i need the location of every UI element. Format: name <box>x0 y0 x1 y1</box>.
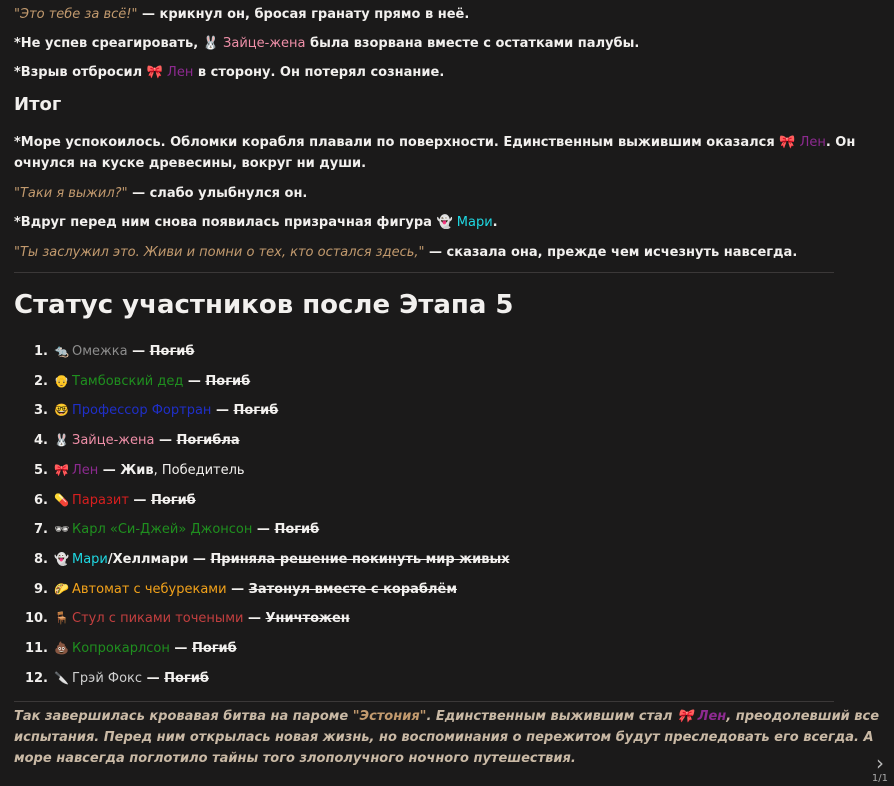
narration: . <box>492 215 498 230</box>
narration: *Вдруг перед ним снова появилась призрачная фигура <box>14 215 437 230</box>
separator: — <box>243 611 266 627</box>
character-name: Зайце-жена <box>223 36 306 51</box>
status-text: Уничтожен <box>265 611 350 627</box>
status-list-item <box>14 667 209 689</box>
character-icon: 🌮 <box>54 581 69 596</box>
itog-paragraph-1 <box>14 132 874 174</box>
status-text: Погиб <box>233 403 279 419</box>
narration: *Не успев среагировать, <box>14 36 203 51</box>
character-name: Карл «Си-Джей» Джонсон <box>72 522 253 538</box>
quote: "Таки я выжил?" <box>14 186 128 201</box>
list-number: 8. <box>34 551 48 567</box>
story-line-2 <box>14 33 880 54</box>
list-number: 4. <box>34 433 48 449</box>
status-text: Погиб <box>205 373 251 389</box>
narration: — сказала она, прежде чем исчезнуть навсегда. <box>424 245 798 260</box>
separator: — <box>128 492 151 508</box>
status-list-item <box>14 429 240 451</box>
narration: *Море успокоилось. Обломки корабля плавали по поверхности. Единственным выжившим оказался <box>14 135 780 150</box>
character-name: Профессор Фортран <box>72 403 212 419</box>
itog-paragraph-2 <box>14 183 880 204</box>
list-number: 9. <box>34 581 48 597</box>
separator: — <box>226 581 249 597</box>
itog-paragraph-3 <box>14 212 880 233</box>
bow-icon: 🎀 <box>779 135 796 150</box>
status-text: Погиб <box>149 344 195 359</box>
status-text: Жив <box>120 462 154 478</box>
list-number: 5. <box>34 462 48 478</box>
list-number: 12. <box>24 670 48 686</box>
separator: — <box>188 551 211 567</box>
character-name: Тамбовский дед <box>72 373 184 389</box>
list-number: 10. <box>24 611 48 627</box>
character-icon: 🐰 <box>54 433 69 448</box>
status-text: Погиб <box>191 641 237 656</box>
quote: "Ты заслужил это. Живи и помни о тех, кто остался здесь," <box>14 245 425 260</box>
ghost-icon: 👻 <box>436 215 453 230</box>
narration: *Взрыв отбросил <box>14 65 147 80</box>
character-icon: 👴 <box>54 373 69 388</box>
divider <box>14 701 834 702</box>
separator: — <box>98 462 121 478</box>
character-name: Лен <box>167 65 194 80</box>
status-list-item <box>14 578 457 600</box>
story-line-1 <box>14 4 880 25</box>
narration: , преодолевший все испытания. Перед ним открылась новая жизнь, но воспоминания о пережитом будут преследовать его всегда. А море навсегда поглотило тайны того злополучного ночного путешествия. <box>14 709 880 766</box>
character-name: Паразит <box>72 492 129 508</box>
narration: была взорвана вместе с остатками палубы. <box>305 36 640 51</box>
character-icon: 🔪 <box>54 670 69 685</box>
separator: — <box>252 522 275 538</box>
page-counter: 1/1 <box>871 773 888 784</box>
bow-icon: 🎀 <box>146 65 163 80</box>
status-text: Погиб <box>164 670 209 686</box>
status-list-item <box>14 489 196 511</box>
character-name: Лен <box>72 462 99 478</box>
final-paragraph <box>14 706 880 769</box>
character-icon: 🕶 <box>54 522 70 537</box>
character-icon: 💩 <box>54 641 69 655</box>
character-icon: 👻 <box>54 551 69 566</box>
status-list-item <box>14 459 245 481</box>
status-heading: Статус участников после Этапа 5 <box>14 290 514 320</box>
separator: — <box>211 403 234 419</box>
quote: "Это тебе за всё!" <box>14 7 138 22</box>
story-line-3 <box>14 62 880 83</box>
list-number: 7. <box>34 522 48 538</box>
list-number: 11. <box>24 641 48 656</box>
narration: — крикнул он, бросая гранату прямо в неё. <box>137 7 470 22</box>
character-icon: 🤓 <box>54 403 69 418</box>
list-number: 2. <box>34 373 48 389</box>
status-text: Затонул вместе с кораблём <box>248 581 457 597</box>
character-name: Мари <box>456 215 493 230</box>
status-text: Погиб <box>274 522 320 538</box>
status-text: Приняла решение покинуть мир живых <box>210 551 510 567</box>
character-name: Лен <box>799 135 826 150</box>
character-name: Мари <box>72 551 108 567</box>
list-number: 3. <box>34 403 48 419</box>
narration: в сторону. Он потерял сознание. <box>193 65 445 80</box>
character-name: Зайце-жена <box>72 433 155 449</box>
status-text: Погиб <box>150 492 196 508</box>
status-list-item <box>14 637 237 659</box>
itog-heading: Итог <box>14 94 62 115</box>
character-name: Стул с пиками точеными <box>72 611 244 627</box>
status-list-item <box>14 548 510 570</box>
separator: — <box>127 344 150 359</box>
narration: . Единственным выжившим стал <box>426 709 677 724</box>
alias: /Хеллмари <box>107 551 189 567</box>
divider <box>14 272 834 273</box>
character-icon: 🎀 <box>54 462 69 477</box>
character-name: Копрокарлсон <box>72 641 170 656</box>
status-list-item <box>14 399 278 421</box>
status-list-item <box>14 370 250 392</box>
list-number: 1. <box>34 344 48 359</box>
itog-paragraph-4 <box>14 242 880 263</box>
character-name: Автомат с чебуреками <box>72 581 227 597</box>
character-icon: 🐀 <box>54 344 69 358</box>
status-list-item <box>14 518 319 540</box>
separator: — <box>154 433 177 449</box>
separator: — <box>183 373 206 389</box>
status-extra: , Победитель <box>153 462 245 478</box>
narration: Так завершилась кровавая битва на пароме <box>14 709 353 724</box>
quote: "Эстония" <box>352 709 427 724</box>
character-name: Грэй Фокс <box>72 670 143 686</box>
narration: . Он очнулся на куске древесины, вокруг ни души. <box>14 135 856 171</box>
status-list-item <box>14 607 350 629</box>
narration: — слабо улыбнулся он. <box>127 186 308 201</box>
chevron-right-icon[interactable]: › <box>875 751 884 775</box>
character-name: Омежка <box>72 344 128 359</box>
separator: — <box>142 670 165 686</box>
status-text: Погибла <box>176 433 240 449</box>
list-number: 6. <box>34 492 48 508</box>
bunny-icon: 🐰 <box>202 36 219 51</box>
pager[interactable] <box>872 753 888 784</box>
character-icon: 🪑 <box>54 611 69 626</box>
status-list-item <box>14 340 194 362</box>
character-icon: 💊 <box>54 492 69 507</box>
bow-icon: 🎀 <box>676 709 694 724</box>
character-name: Лен <box>697 709 727 724</box>
separator: — <box>169 641 192 656</box>
